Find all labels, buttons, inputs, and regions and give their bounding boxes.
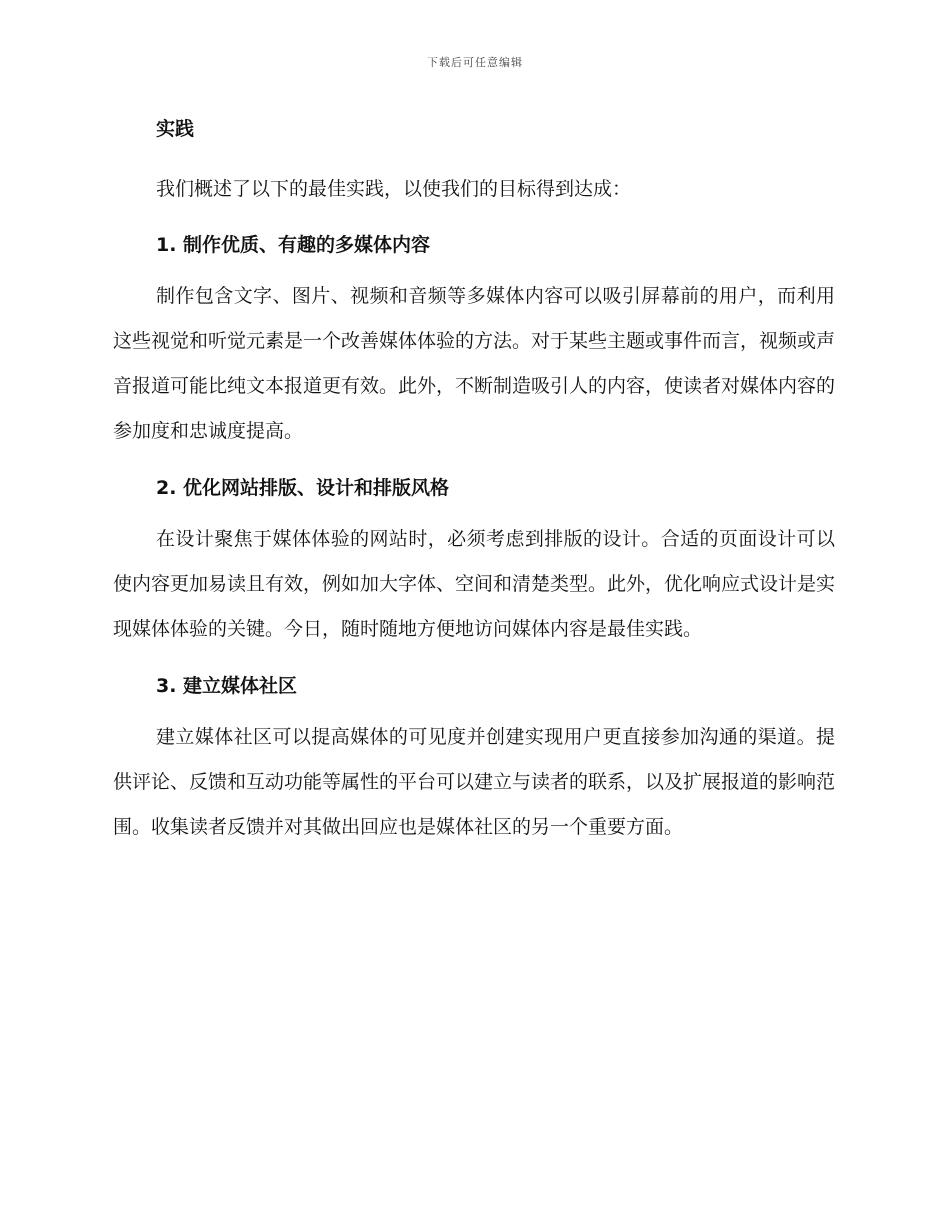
- intro-paragraph: 我们概述了以下的最佳实践，以使我们的目标得到达成：: [156, 178, 632, 200]
- document-title: 实践: [156, 118, 195, 140]
- header-note: 下载后可任意编辑: [427, 56, 523, 69]
- section-heading-1: 1. 制作优质、有趣的多媒体内容: [156, 234, 431, 256]
- section-body-3: 建立媒体社区可以提高媒体的可见度并创建实现用户更直接参加沟通的渠道。提供评论、反馈和互动功能等属性的平台可以建立与读者的联系，以及扩展报道的影响范围。收集读者反馈并对其做出回应也是媒体社区的另一个重要方面。: [113, 726, 836, 838]
- section-body-1: 制作包含文字、图片、视频和音频等多媒体内容可以吸引屏幕前的用户，而利用这些视觉和听觉元素是一个改善媒体体验的方法。对于某些主题或事件而言，视频或声音报道可能比纯文本报道更有效。此外，不断制造吸引人的内容，使读者对媒体内容的参加度和忠诚度提高。: [113, 285, 836, 442]
- section-heading-3: 3. 建立媒体社区: [156, 675, 298, 697]
- section-heading-2: 2. 优化网站排版、设计和排版风格: [156, 477, 450, 499]
- document-body: [113, 112, 835, 850]
- section-body-2: 在设计聚焦于媒体体验的网站时，必须考虑到排版的设计。合适的页面设计可以使内容更加易读且有效，例如加大字体、空间和清楚类型。此外，优化响应式设计是实现媒体体验的关键。今日，随时随地方便地访问媒体内容是最佳实践。: [113, 528, 836, 640]
